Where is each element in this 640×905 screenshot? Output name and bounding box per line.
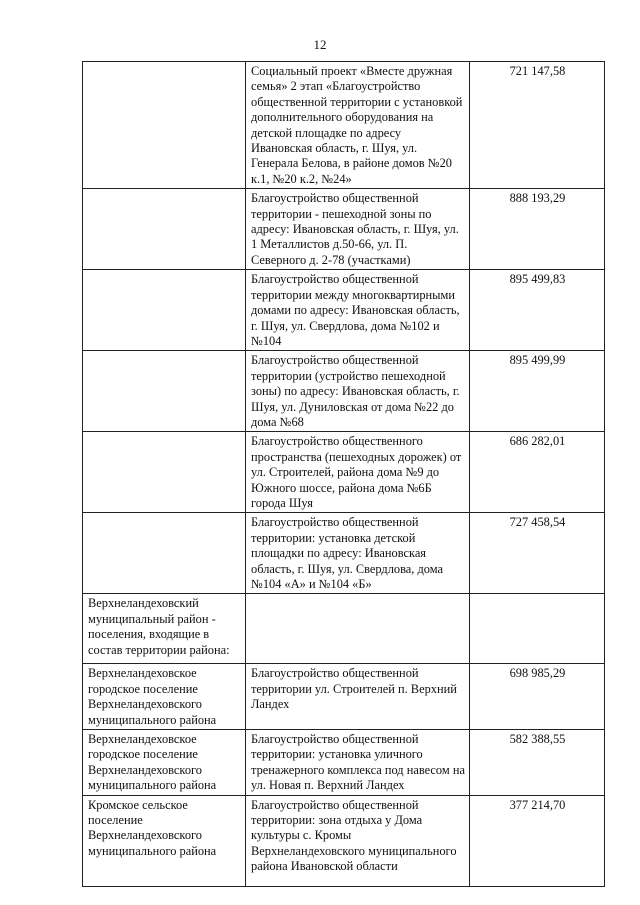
amount-cell: 727 458,54 xyxy=(470,513,605,594)
project-cell: Благоустройство общественной территории: зона отдыха у Дома культуры с. Кромы Верхнеландеховского муниципального района Ивановской области xyxy=(246,795,470,886)
table-row xyxy=(83,270,605,351)
amount-cell: 686 282,01 xyxy=(470,432,605,513)
project-cell: Благоустройство общественной территории: установка уличного тренажерного комплекса под навесом на ул. Новая п. Верхний Ландех xyxy=(246,730,470,796)
region-cell: Верхнеландеховское городское поселение Верхнеландеховского муниципального района xyxy=(83,664,246,730)
table-row xyxy=(83,189,605,270)
page-number: 12 xyxy=(313,37,327,52)
region-cell: Верхнеландеховский муниципальный район - поселения, входящие в состав территории района: xyxy=(83,594,246,664)
table-row xyxy=(83,594,605,664)
project-cell: Благоустройство общественной территории - пешеходной зоны по адресу: Ивановская область, г. Шуя, ул. 1 Металлистов д.50-66, ул. П. Северного д. 2-78 (участками) xyxy=(246,189,470,270)
region-cell xyxy=(83,62,246,189)
project-cell: Благоустройство общественной территории: установка детской площадки по адресу: Ивановская область, г. Шуя, ул. Свердлова, дома №104 «А» и №104 «Б» xyxy=(246,513,470,594)
region-cell xyxy=(83,351,246,432)
amount-cell: 377 214,70 xyxy=(470,795,605,886)
project-cell: Благоустройство общественной территории (устройство пешеходной зоны) по адресу: Ивановская область, г. Шуя, ул. Дуниловская от дома №22 до дома №68 xyxy=(246,351,470,432)
project-cell: Благоустройство общественного пространства (пешеходных дорожек) от ул. Строителей, района дома №9 до Южного шоссе, района дома №6Б города Шуя xyxy=(246,432,470,513)
amount-cell: 721 147,58 xyxy=(470,62,605,189)
project-cell xyxy=(246,594,470,664)
region-cell: Кромское сельское поселение Верхнеландеховского муниципального района xyxy=(83,795,246,886)
table-row xyxy=(83,513,605,594)
projects-table xyxy=(82,61,605,887)
project-cell: Социальный проект «Вместе дружная семья» 2 этап «Благоустройство общественной территории с установкой дополнительного оборудования на детской площадке по адресу Ивановская область, г. Шуя, ул. Генерала Белова, в районе домов №20 к.1, №20 к.2, №24» xyxy=(246,62,470,189)
table-row xyxy=(83,795,605,886)
region-cell: Верхнеландеховское городское поселение Верхнеландеховского муниципального района xyxy=(83,730,246,796)
region-cell xyxy=(83,270,246,351)
region-cell xyxy=(83,189,246,270)
region-cell xyxy=(83,432,246,513)
table-row xyxy=(83,432,605,513)
table-row xyxy=(83,664,605,730)
region-cell xyxy=(83,513,246,594)
amount-cell: 895 499,99 xyxy=(470,351,605,432)
amount-cell: 895 499,83 xyxy=(470,270,605,351)
project-cell: Благоустройство общественной территории ул. Строителей п. Верхний Ландех xyxy=(246,664,470,730)
amount-cell: 582 388,55 xyxy=(470,730,605,796)
amount-cell xyxy=(470,594,605,664)
table-row xyxy=(83,62,605,189)
amount-cell: 888 193,29 xyxy=(470,189,605,270)
project-cell: Благоустройство общественной территории между многоквартирными домами по адресу: Ивановская область, г. Шуя, ул. Свердлова, дома №102 и №104 xyxy=(246,270,470,351)
table-row xyxy=(83,730,605,796)
amount-cell: 698 985,29 xyxy=(470,664,605,730)
table-row xyxy=(83,351,605,432)
